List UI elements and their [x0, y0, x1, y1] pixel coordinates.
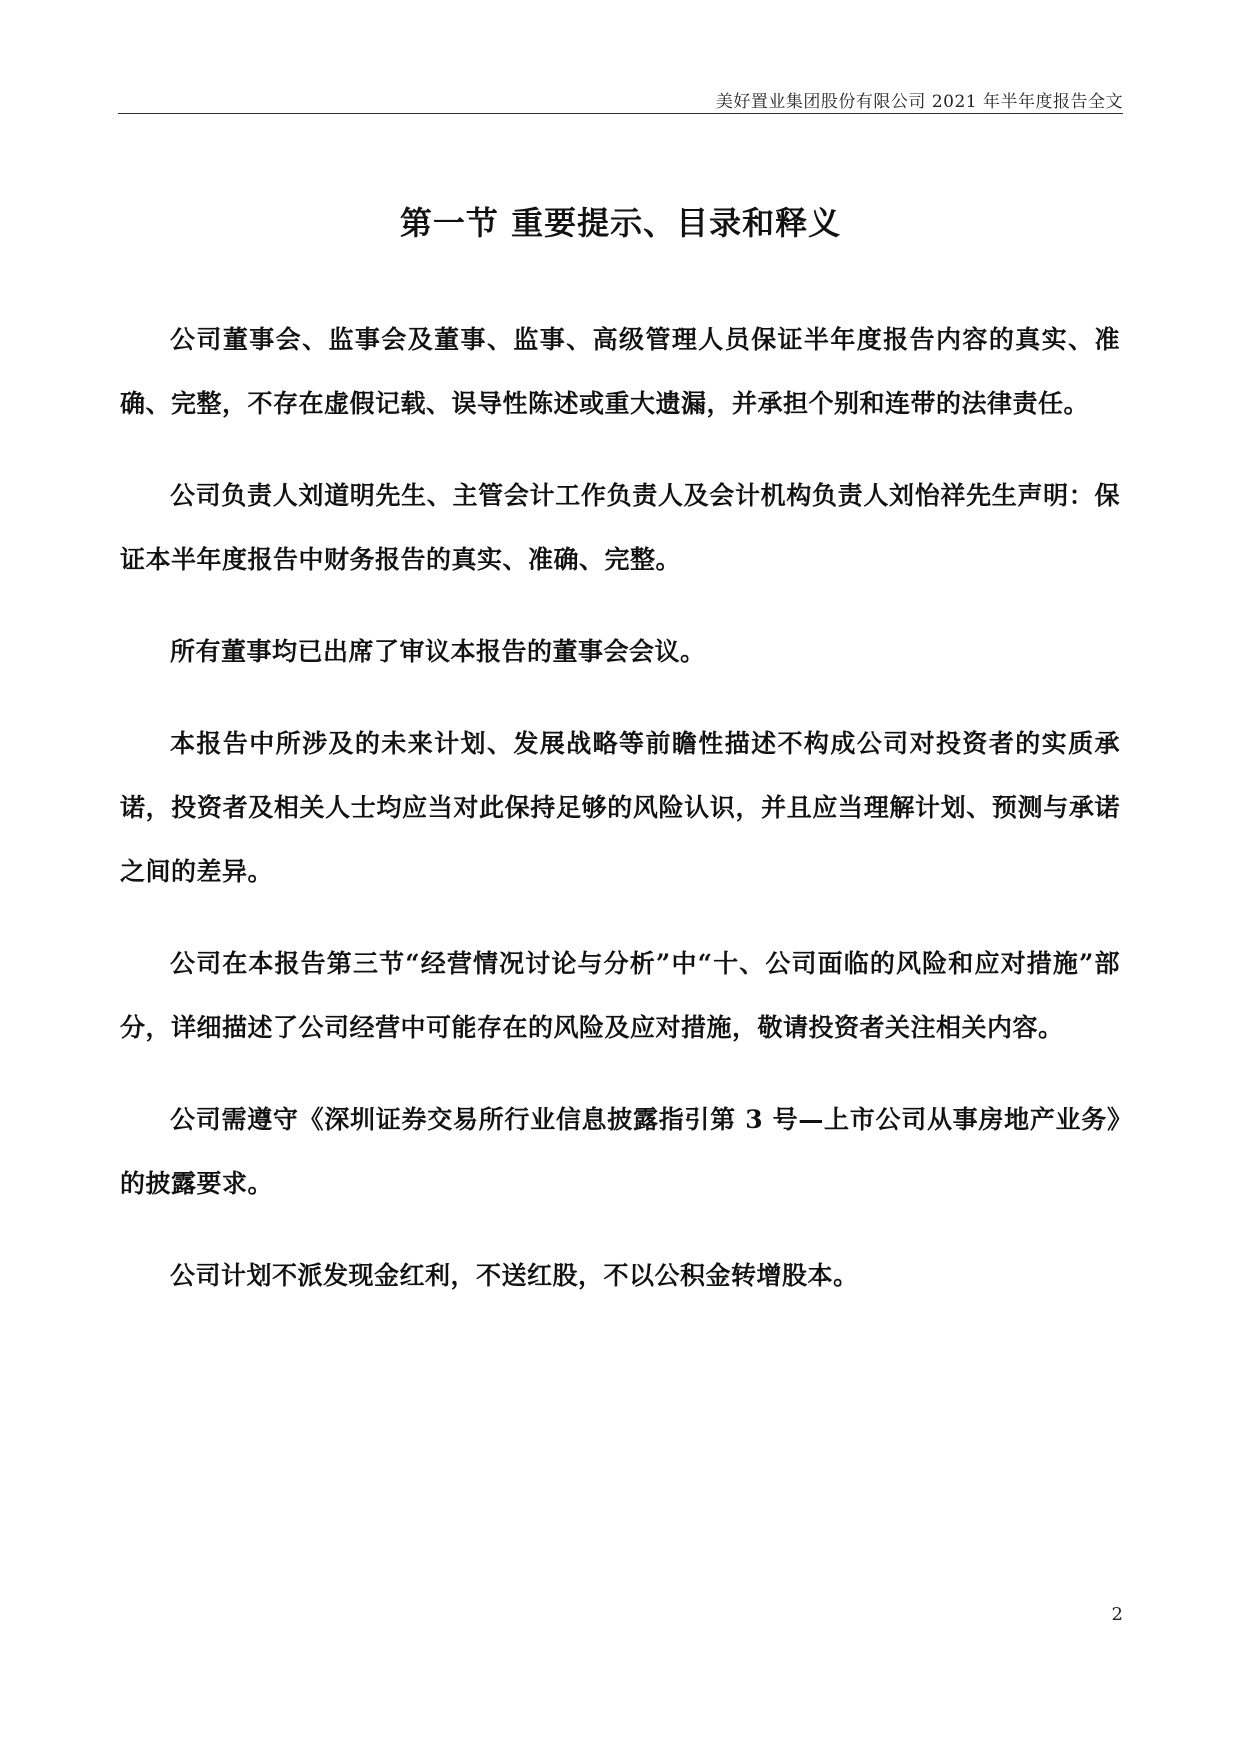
running-header: 美好置业集团股份有限公司 2021 年半年度报告全文 — [715, 92, 1123, 112]
paragraph-risk-reference: 公司在本报告第三节“经营情况讨论与分析”中“十、公司面临的风险和应对措施”部分，详细描述了公司经营中可能存在的风险及应对措施，敬请投资者关注相关内容。 — [120, 949, 1120, 1042]
body-text — [120, 308, 1120, 1336]
page-number: 2 — [1111, 1604, 1123, 1625]
paragraph-responsibility-statement: 公司董事会、监事会及董事、监事、高级管理人员保证半年度报告内容的真实、准确、完整，不存在虚假记载、误导性陈述或重大遗漏，并承担个别和连带的法律责任。 — [120, 325, 1120, 418]
paragraph-dividend-plan: 公司计划不派发现金红利，不送红股，不以公积金转增股本。 — [170, 1261, 859, 1290]
paragraph-officer-declaration: 公司负责人刘道明先生、主管会计工作负责人及会计机构负责人刘怡祥先生声明：保证本半年度报告中财务报告的真实、准确、完整。 — [120, 481, 1120, 574]
paragraph-disclosure-guideline: 公司需遵守《深圳证券交易所行业信息披露指引第 3 号—上市公司从事房地产业务》的披露要求。 — [120, 1105, 1120, 1198]
section-title: 第一节 重要提示、目录和释义 — [399, 204, 842, 242]
header-rule — [118, 113, 1123, 114]
paragraph-forward-looking-disclaimer: 本报告中所涉及的未来计划、发展战略等前瞻性描述不构成公司对投资者的实质承诺，投资者及相关人士均应当对此保持足够的风险认识，并且应当理解计划、预测与承诺之间的差异。 — [120, 729, 1120, 886]
paragraph-board-attendance: 所有董事均已出席了审议本报告的董事会会议。 — [170, 637, 706, 666]
